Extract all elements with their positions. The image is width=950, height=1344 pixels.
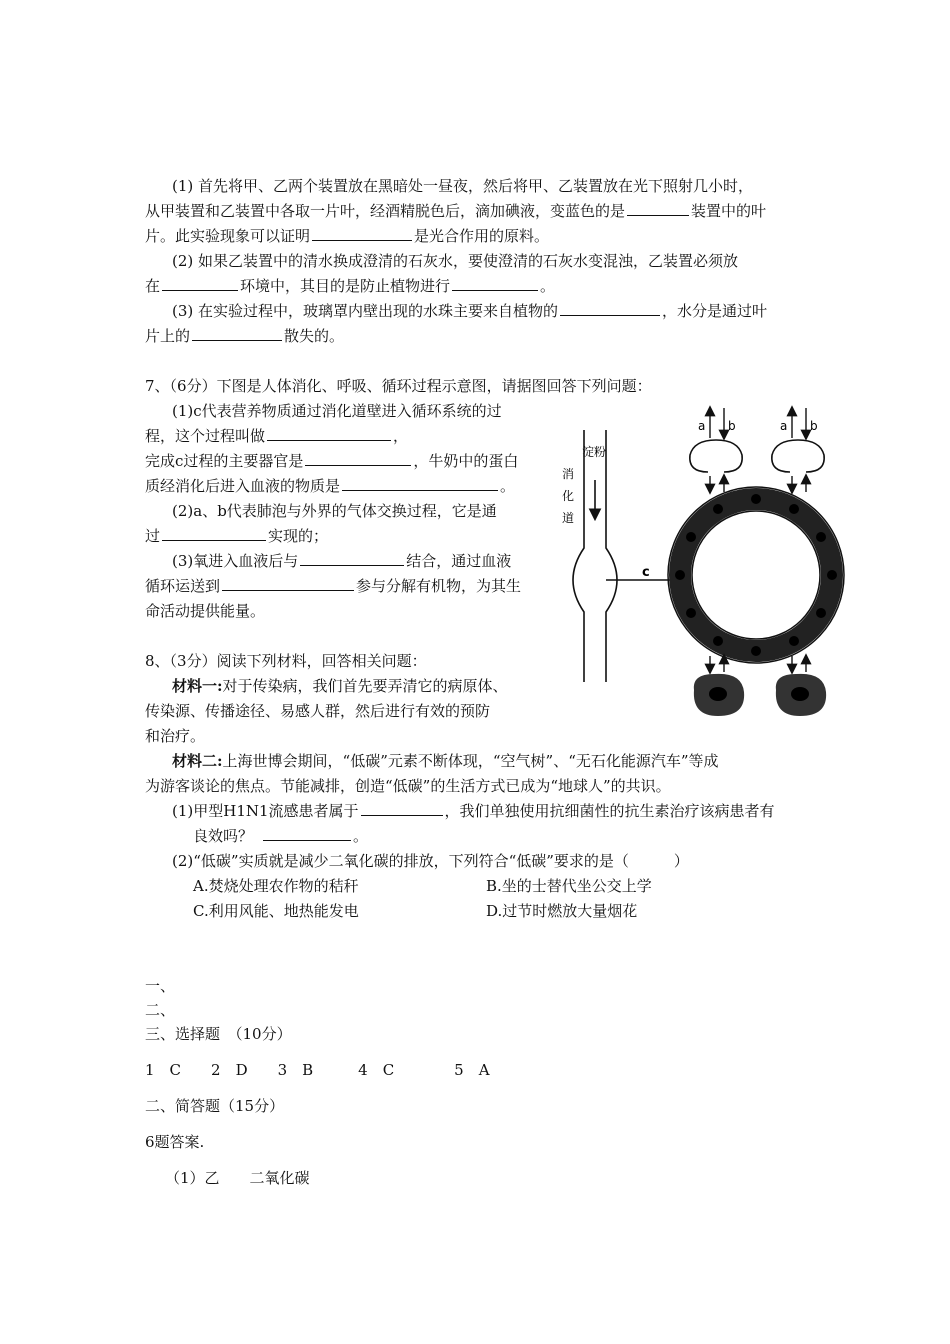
q6-line-1a: (1) 首先将甲、乙两个装置放在黑暗处一昼夜，然后将甲、乙装置放在光下照射几小时， bbox=[172, 177, 754, 195]
q6-line-2a: (2) 如果乙装置中的清水换成澄清的石灰水，要使澄清的石灰水变混浊，乙装置必须放 bbox=[172, 252, 739, 270]
q8-text: 良效吗？ bbox=[193, 827, 254, 845]
q8-text: 对于传染病，我们首先要弄清它的病原体、 bbox=[222, 677, 508, 695]
label-c: c bbox=[642, 565, 650, 580]
q8-line: 传染源、传播途径、易感人群，然后进行有效的预防 bbox=[145, 702, 491, 720]
q7-line bbox=[172, 551, 511, 571]
option-c[interactable]: C.利用风能、地热能发电 bbox=[193, 902, 359, 920]
q7-line bbox=[145, 476, 515, 496]
answer-blank[interactable] bbox=[560, 301, 660, 316]
answer-blank[interactable] bbox=[267, 426, 391, 441]
choice-answers: 1 C 2 D 3 B 4 C 5 A bbox=[145, 1061, 490, 1079]
answer-blank[interactable] bbox=[361, 801, 443, 816]
option-a[interactable]: A.焚烧处理农作物的秸秆 bbox=[193, 877, 359, 895]
answer-heading-3: 三、选择题 （10分） bbox=[145, 1025, 292, 1043]
q8-text: ，我们单独使用抗细菌性的抗生素治疗该病患者有 bbox=[444, 802, 775, 820]
q7-text: 实现的； bbox=[268, 527, 329, 545]
q6-text: 。 bbox=[540, 277, 556, 295]
q7-line bbox=[145, 426, 408, 446]
answer-blank[interactable] bbox=[300, 551, 404, 566]
answer-blank[interactable] bbox=[305, 451, 411, 466]
q7-text: 。 bbox=[500, 477, 516, 495]
option-d[interactable]: D.过节时燃放大量烟花 bbox=[486, 902, 638, 920]
digestion-circulation-diagram bbox=[558, 400, 848, 720]
tract-label-2: 化 bbox=[562, 489, 575, 503]
label-b-left: b bbox=[728, 419, 736, 433]
answer-heading-4: 二、简答题（15分） bbox=[145, 1097, 285, 1115]
answer-blank[interactable] bbox=[162, 276, 238, 291]
q6-line-3b bbox=[145, 326, 344, 346]
q8-text: (1)甲型H1N1流感患者属于 bbox=[172, 802, 359, 820]
q7-text: (3)氧进入血液后与 bbox=[172, 552, 299, 570]
option-b[interactable]: B.坐的士替代坐公交上学 bbox=[486, 877, 652, 895]
answer-blank[interactable] bbox=[222, 576, 354, 591]
q6-line-3a bbox=[172, 301, 767, 321]
q7-title: 7、（6分）下图是人体消化、呼吸、循环过程示意图，请据图回答下列问题： bbox=[145, 377, 652, 395]
q8-material-1 bbox=[172, 676, 508, 696]
answer-heading-1: 一、 bbox=[145, 977, 176, 995]
q6-answer-1: （1）乙 二氧化碳 bbox=[165, 1169, 310, 1187]
q7-text: ， bbox=[393, 427, 409, 445]
q7-line: (2)a、b代表肺泡与外界的气体交换过程，它是通 bbox=[172, 502, 497, 520]
q7-text: 循环运送到 bbox=[145, 577, 221, 595]
answer-blank[interactable] bbox=[312, 226, 412, 241]
q8-text: 上海世博会期间，“低碳”元素不断体现，“空气树”、“无石化能源汽车”等成 bbox=[222, 752, 719, 770]
tract-label-3: 道 bbox=[562, 511, 575, 525]
q7-line bbox=[145, 451, 518, 471]
q6-line-1b bbox=[145, 201, 766, 221]
q8-material-2 bbox=[172, 751, 719, 771]
q8-text: 。 bbox=[353, 827, 369, 845]
q7-text: 程，这个过程叫做 bbox=[145, 427, 266, 445]
q6-text: ，水分是通过叶 bbox=[662, 302, 768, 320]
answer-blank[interactable] bbox=[342, 476, 498, 491]
tract-label-1: 消 bbox=[562, 467, 575, 481]
q6-text: 在 bbox=[145, 277, 161, 295]
q6-text: 是光合作用的原料。 bbox=[414, 227, 550, 245]
q6-text: 装置中的叶 bbox=[691, 202, 767, 220]
label-b-right: b bbox=[810, 419, 818, 433]
q7-line bbox=[145, 526, 328, 546]
material-1-label: 材料一: bbox=[172, 677, 223, 695]
q6-line-1c bbox=[145, 226, 549, 246]
answer-blank[interactable] bbox=[162, 526, 266, 541]
q8-question-1 bbox=[172, 801, 775, 821]
q6-line-2b bbox=[145, 276, 555, 296]
q6-text: 散失的。 bbox=[284, 327, 345, 345]
q6-text: 从甲装置和乙装置中各取一片叶，经酒精脱色后，滴加碘液，变蓝色的是 bbox=[145, 202, 626, 220]
q7-text: ，牛奶中的蛋白 bbox=[413, 452, 519, 470]
q8-line: 为游客谈论的焦点。节能减排，创造“低碳”的生活方式已成为“地球人”的共识。 bbox=[145, 777, 671, 795]
q8-question-1b bbox=[193, 826, 368, 846]
q8-line: 和治疗。 bbox=[145, 727, 206, 745]
answer-blank[interactable] bbox=[452, 276, 538, 291]
q6-answer-label: 6题答案. bbox=[145, 1133, 205, 1151]
label-a-right: a bbox=[780, 419, 788, 433]
q7-line bbox=[145, 576, 521, 596]
answer-blank[interactable] bbox=[627, 201, 689, 216]
q7-line: (1)c代表营养物质通过消化道壁进入循环系统的过 bbox=[172, 402, 502, 420]
answer-heading-2: 二、 bbox=[145, 1001, 176, 1019]
q7-text: 完成c过程的主要器官是 bbox=[145, 452, 304, 470]
q6-text: 环境中，其目的是防止植物进行 bbox=[240, 277, 451, 295]
q8-title: 8、（3分）阅读下列材料，回答相关问题： bbox=[145, 652, 427, 670]
starch-label: 淀粉 bbox=[582, 445, 607, 459]
material-2-label: 材料二: bbox=[172, 752, 223, 770]
label-a-left: a bbox=[698, 419, 706, 433]
q6-text: 片上的 bbox=[145, 327, 191, 345]
q6-text: 片。此实验现象可以证明 bbox=[145, 227, 311, 245]
q8-question-2: (2)“低碳”实质就是减少二氧化碳的排放，下列符合“低碳”要求的是（ ） bbox=[172, 852, 689, 870]
q7-line: 命活动提供能量。 bbox=[145, 602, 266, 620]
answer-blank[interactable] bbox=[192, 326, 282, 341]
q6-text: (3) 在实验过程中，玻璃罩内壁出现的水珠主要来自植物的 bbox=[172, 302, 559, 320]
q7-text: 过 bbox=[145, 527, 161, 545]
q7-text: 结合，通过血液 bbox=[406, 552, 512, 570]
answer-blank[interactable] bbox=[263, 826, 351, 841]
q7-text: 参与分解有机物，为其生 bbox=[356, 577, 522, 595]
q7-text: 质经消化后进入血液的物质是 bbox=[145, 477, 341, 495]
